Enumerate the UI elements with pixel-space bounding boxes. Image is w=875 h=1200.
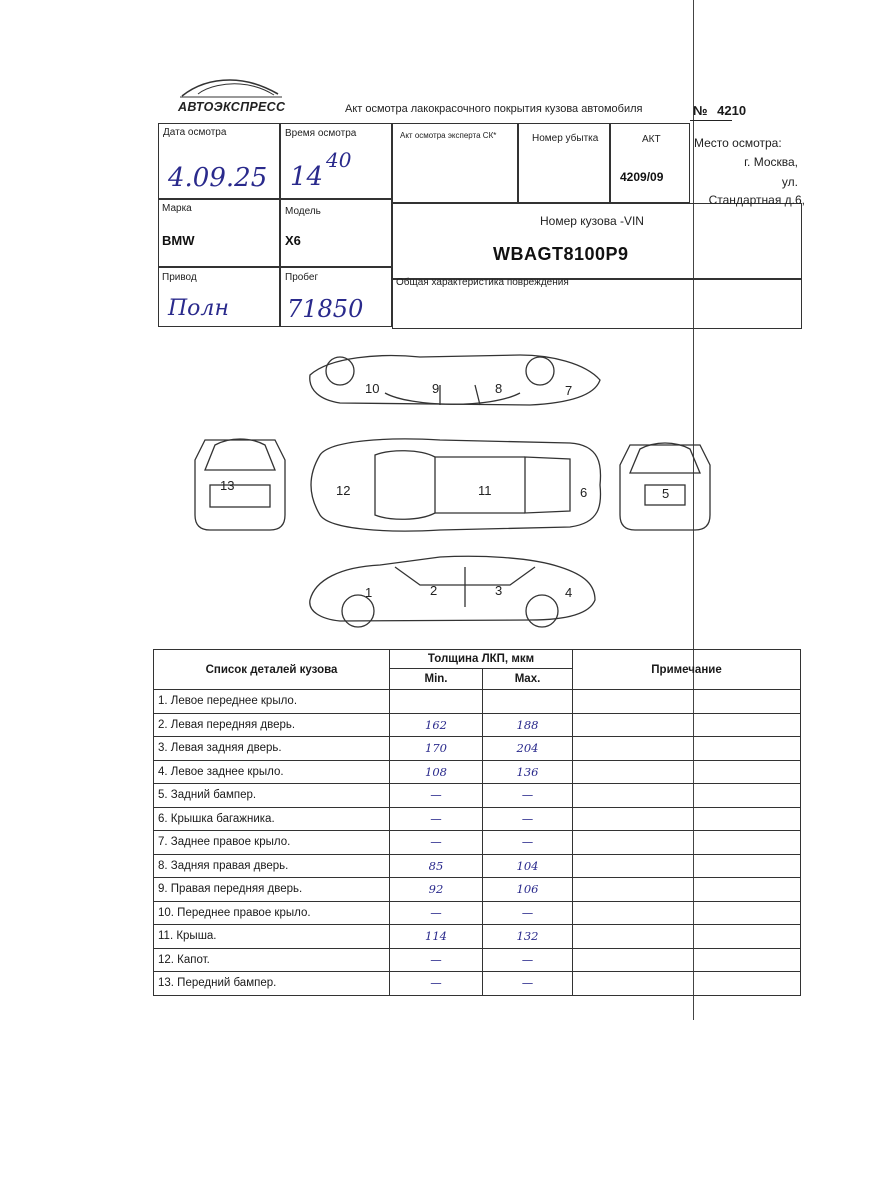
- zone-label-8: 8: [495, 381, 503, 396]
- zone-label-13: 13: [220, 478, 235, 493]
- min-value: 162: [390, 713, 483, 737]
- zone-label-4: 4: [565, 585, 573, 600]
- place-label: Место осмотра:: [694, 136, 782, 150]
- table-row: [154, 901, 801, 925]
- part-name: 12. Капот.: [154, 948, 390, 972]
- note-cell: [573, 901, 801, 925]
- zone-label-12: 12: [336, 483, 351, 498]
- note-cell: [573, 760, 801, 784]
- make-label: Марка: [162, 203, 192, 214]
- table-row: [154, 878, 801, 902]
- time-hours: 14: [290, 162, 324, 192]
- max-value: —: [483, 972, 573, 996]
- paint-thickness-table: [153, 649, 801, 996]
- note-cell: [573, 878, 801, 902]
- zone-label-5: 5: [662, 486, 670, 501]
- zone-label-3: 3: [495, 583, 503, 598]
- part-name: 7. Заднее правое крыло.: [154, 831, 390, 855]
- note-cell: [573, 784, 801, 808]
- table-row: [154, 972, 801, 996]
- col-header-max: Max.: [483, 668, 573, 689]
- logo-text: АВТОЭКСПРЕСС: [178, 100, 286, 114]
- max-value: [483, 690, 573, 714]
- min-value: —: [390, 948, 483, 972]
- col-header-parts: Список деталей кузова: [154, 650, 390, 690]
- max-value: 204: [483, 737, 573, 761]
- table-row: [154, 784, 801, 808]
- place-line2: ул.: [781, 175, 798, 189]
- note-cell: [573, 948, 801, 972]
- table-row: [154, 690, 801, 714]
- zone-label-1: 1: [365, 585, 373, 600]
- max-value: 132: [483, 925, 573, 949]
- col-header-min: Min.: [390, 668, 483, 689]
- zone-label-6: 6: [580, 485, 588, 500]
- drive-value: Полн: [168, 296, 229, 321]
- document-number: [693, 103, 746, 118]
- note-cell: [573, 807, 801, 831]
- min-value: 85: [390, 854, 483, 878]
- min-value: —: [390, 784, 483, 808]
- act-value: 4209/09: [620, 170, 664, 184]
- drive-label: Привод: [162, 272, 197, 283]
- part-name: 5. Задний бампер.: [154, 784, 390, 808]
- part-name: 4. Левое заднее крыло.: [154, 760, 390, 784]
- table-row: [154, 948, 801, 972]
- col-header-thickness: Толщина ЛКП, мкм: [390, 650, 573, 669]
- time-minutes: 40: [326, 148, 352, 172]
- part-name: 11. Крыша.: [154, 925, 390, 949]
- vin-value: WBAGT8100P9: [493, 244, 629, 264]
- note-cell: [573, 925, 801, 949]
- number-sign: №: [693, 103, 708, 118]
- max-value: —: [483, 831, 573, 855]
- col-header-note: Примечание: [573, 650, 801, 690]
- min-value: 92: [390, 878, 483, 902]
- number-underline: [690, 120, 732, 121]
- min-value: 108: [390, 760, 483, 784]
- part-name: 9. Правая передняя дверь.: [154, 878, 390, 902]
- note-cell: [573, 690, 801, 714]
- mileage-value: 71850: [287, 295, 364, 323]
- zone-label-7: 7: [565, 383, 573, 398]
- vin-label: Номер кузова -VIN: [540, 214, 644, 228]
- note-cell: [573, 972, 801, 996]
- part-name: 2. Левая передняя дверь.: [154, 713, 390, 737]
- car-body-diagram: [190, 345, 725, 645]
- zone-label-11: 11: [478, 483, 492, 498]
- model-label: Модель: [285, 206, 321, 217]
- part-name: 8. Задняя правая дверь.: [154, 854, 390, 878]
- min-value: —: [390, 807, 483, 831]
- table-row: [154, 831, 801, 855]
- min-value: —: [390, 831, 483, 855]
- car-logo-icon: [178, 74, 286, 100]
- min-value: —: [390, 901, 483, 925]
- part-name: 6. Крышка багажника.: [154, 807, 390, 831]
- place-line1: г. Москва,: [744, 155, 798, 169]
- model-value: X6: [285, 233, 301, 248]
- min-value: —: [390, 972, 483, 996]
- document-title: Акт осмотра лакокрасочного покрытия кузова автомобиля: [345, 103, 643, 115]
- date-label: Дата осмотра: [163, 127, 227, 138]
- date-value: 4.09.25: [168, 163, 268, 193]
- zone-label-9: 9: [432, 381, 440, 396]
- max-value: 136: [483, 760, 573, 784]
- table-row: [154, 760, 801, 784]
- number-value: 4210: [717, 103, 747, 118]
- loss-number-label: Номер убытка: [532, 133, 599, 144]
- max-value: —: [483, 807, 573, 831]
- max-value: 188: [483, 713, 573, 737]
- max-value: —: [483, 901, 573, 925]
- table-row: [154, 807, 801, 831]
- max-value: 104: [483, 854, 573, 878]
- max-value: —: [483, 948, 573, 972]
- table-row: [154, 854, 801, 878]
- table-row: [154, 925, 801, 949]
- part-name: 3. Левая задняя дверь.: [154, 737, 390, 761]
- note-cell: [573, 713, 801, 737]
- company-logo: [178, 74, 286, 114]
- place-line3: Стандартная д.6,: [708, 193, 805, 207]
- car-outline-icon: [190, 345, 725, 645]
- zone-label-2: 2: [430, 583, 438, 598]
- time-label: Время осмотра: [285, 128, 357, 139]
- part-name: 10. Переднее правое крыло.: [154, 901, 390, 925]
- note-cell: [573, 737, 801, 761]
- min-value: 114: [390, 925, 483, 949]
- min-value: 170: [390, 737, 483, 761]
- min-value: [390, 690, 483, 714]
- expert-act-label: Акт осмотра эксперта СК*: [400, 131, 497, 140]
- zone-label-10: 10: [365, 381, 380, 396]
- part-name: 1. Левое переднее крыло.: [154, 690, 390, 714]
- mileage-label: Пробег: [285, 272, 319, 283]
- note-cell: [573, 854, 801, 878]
- max-value: 106: [483, 878, 573, 902]
- table-row: [154, 737, 801, 761]
- damage-label: Общая характеристика повреждения: [396, 277, 569, 288]
- act-label: АКТ: [642, 134, 661, 145]
- table-row: [154, 713, 801, 737]
- make-value: BMW: [162, 233, 195, 248]
- note-cell: [573, 831, 801, 855]
- max-value: —: [483, 784, 573, 808]
- part-name: 13. Передний бампер.: [154, 972, 390, 996]
